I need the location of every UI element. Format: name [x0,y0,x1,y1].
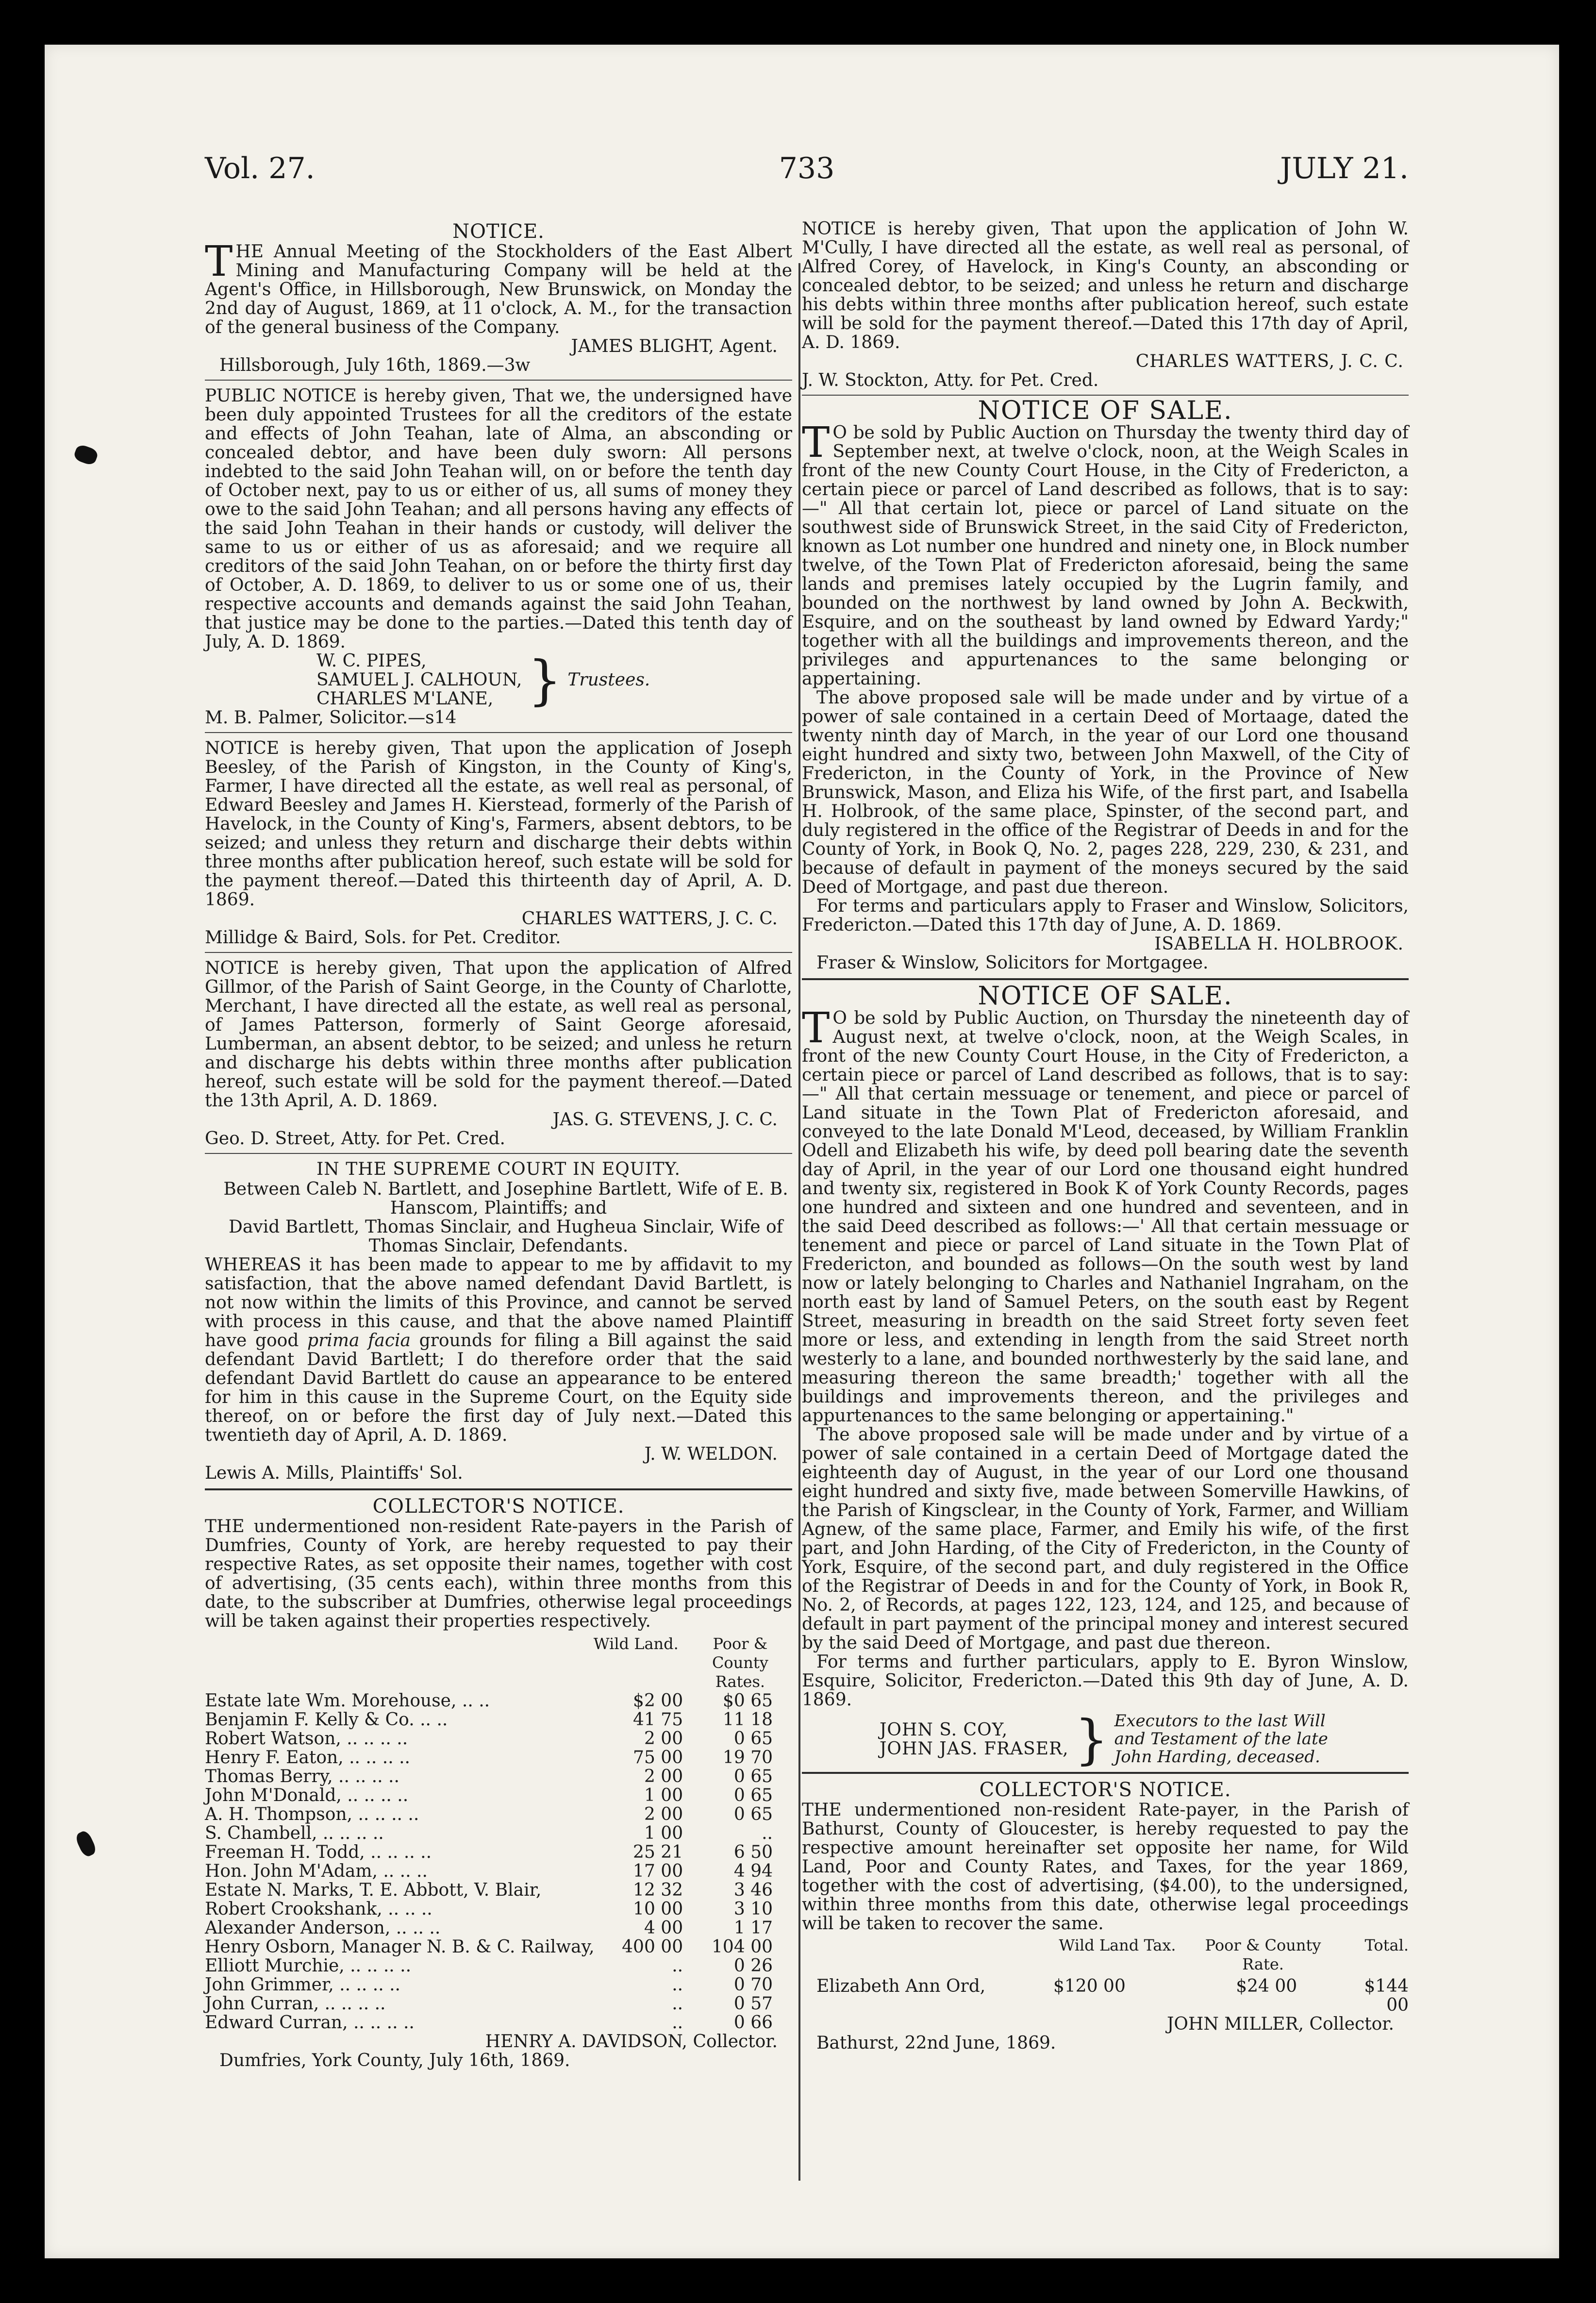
parties-plaintiffs: Between Caleb N. Bartlett, and Josephine Bartlett, Wife of E. B. Hanscom, Plaintiffs; and [223,1179,788,1218]
table-row: Hon. John M'Adam, .. .. .. 17 00 4 94 [205,1861,773,1881]
attorney-line: Geo. D. Street, Atty. for Pet. Cred. [205,1129,505,1149]
right-column [802,219,1409,2056]
trustee-name: CHARLES M'LANE, [316,689,494,709]
solicitor-line: Millidge & Baird, Sols. for Pet. Creditor. [205,928,561,948]
notice-beesley [205,739,792,947]
rates-table [205,1691,792,2032]
rate-header [802,1936,1409,1974]
page-number: 733 [779,151,835,185]
divider [205,1488,792,1490]
collectors-notice-bathurst [802,1781,1409,2053]
notice-paragraph: The above proposed sale will be made under and by virtue of a power of sale contained in a certain Deed of Mortaage, dated the twenty ninth day of March, in the year of our Lord one thousand eight hundred and sixty two, between John Maxwell, of the City of Fredericton, in the County of York, in the Province of New Brunswick, Mason, and Eliza his Wife, of the first part, and Isabella H. Holbrook, of the same place, Spinster, of the second part, and duly registered in the office of the Registrar of Deeds in and for the County of York, in Book Q, No. 2, pages 228, 229, 230, & 231, and because of default in payment of the moneys secured by the said Deed of Mortgage, and past due thereon. [802,688,1409,897]
notice-paragraph: The above proposed sale will be made under and by virtue of a power of sale contained in a certain Deed of Mortgage dated the eighteenth day of August, in the year of our Lord one thousand eight hundred and sixty five, made between Somerville Hawkins, of the Parish of Kingsclear, in the County of York, Farmer, and William Agnew, of the same place, Farmer, and Emily his wife, of the first part, and John Harding, of the City of Fredericton, in the County of York, Esquire, of the second part, and duly registered in the Office of the Registrar of Deeds in and for the County of York, in Book R, No. 2, of Records, at pages 122, 123, 124, and 125, and because of default in part payment of the principal money and interest secured by the said Deed of Mortgage, and past due thereon. [802,1425,1409,1653]
notice-body: NOTICE is hereby given, That upon the application of Joseph Beesley, of the Parish of Kingston, in the County of King's, Farmer, I have directed all the estate, as well real as personal, of Edward Beesley and James H. Kierstead, formerly of the Parish of Havelock, in the County of King's, Farmers, absent debtors, to be seized; and unless they return and discharge their debts within three months after publication hereof, such estate will be sold for the payment thereof.—Dated this thirteenth day of April, A. D. 1869. [205,738,792,910]
solicitor-line: Fraser & Winslow, Solicitors for Mortgagee. [816,953,1209,973]
table-row: Robert Crookshank, .. .. .. 10 00 3 10 [205,1899,773,1919]
brace-glyph: } [528,649,562,711]
notice-annual-meeting [205,222,792,375]
divider [802,1772,1409,1774]
notice-of-sale-harding [802,982,1409,1770]
col-poor-county: Poor & County Rates. [712,1635,768,1691]
notice-paragraph: For terms and further particulars, apply to E. Byron Winslow, Esquire, Solicitor, Fredericton.—Dated this 9th day of June, A. D. 1869. [802,1652,1409,1710]
notice-body: THE Annual Meeting of the Stockholders of the East Albert Mining and Manufacturing Company will be held at the Agent's Office, in Hillsborough, New Brunswick, on Monday the 2nd day of August, 1869, at 11 o'clock, A. M., for the transaction of the general business of the Company. [205,237,792,337]
attorney-line: J. W. Stockton, Atty. for Pet. Cred. [802,370,1099,390]
trustees-role: Trustees. [567,670,650,690]
brace-glyph: } [1074,1708,1109,1770]
notice-date: Hillsborough, July 16th, 1869.—3w [219,355,531,375]
notice-date: Bathurst, 22nd June, 1869. [816,2033,1056,2053]
notice-body: NOTICE is hereby given, That upon the application of Alfred Gillmor, of the Parish of Saint George, in the County of Charlotte, Merchant, I have directed all the estate, as well real as personal, of James Patterson, formerly of Saint George aforesaid, Lumberman, an absent debtor, to be seized; and unless he return and discharge his debts within three months after publication hereof, such estate will be sold for the payment thereof.—Dated the 13th April, A. D. 1869. [205,958,792,1111]
table-row: John M'Donald, .. .. .. .. 1 00 0 65 [205,1786,773,1805]
table-row: Robert Watson, .. .. .. .. 2 00 0 65 [205,1729,773,1749]
trustee-name: SAMUEL J. CALHOUN, [316,670,522,690]
col-wild-land-tax: Wild Land Tax. [1059,1936,1176,1954]
notice-of-sale-holbrook [802,396,1409,973]
notice-body: WHEREAS it has been made to appear to me by affidavit to my satisfaction, that the above named defendant David Bartlett, is not now within the limits of this Province, and cannot be served with process in this cause, and that the above named Plaintiff have good prima facia grounds for filing a Bill against the said defendant David Bartlett; I do therefore order that the said defendant David Bartlett do cause an appearance to be entered for him in this cause in the Supreme Court, on the Equity side thereof, on or before the first day of July next.—Dated this twentieth day of April, A. D. 1869. [205,1255,793,1445]
table-row: John Curran, .. .. .. .. .. 0 57 [205,1994,773,2014]
divider [205,380,792,381]
solicitor-line: Lewis A. Mills, Plaintiffs' Sol. [205,1463,463,1483]
table-row: Elliott Murchie, .. .. .. .. .. 0 26 [205,1956,773,1976]
executor-role: Executors to the last Will [1114,1711,1326,1731]
divider [802,978,1409,980]
col-total: Total. [1364,1936,1409,1954]
col-poor-county-rate: Poor & County Rate. [1205,1936,1321,1973]
drop-cap: T [802,1004,830,1052]
rates-header [205,1635,792,1691]
volume-label: Vol. 27. [205,151,315,185]
newspaper-page [45,45,1559,2258]
table-row: Thomas Berry, .. .. .. .. 2 00 0 65 [205,1767,773,1786]
notice-signer: CHARLES WATTERS, J. C. C. [1135,351,1404,371]
notice-gillmor [205,959,792,1148]
notice-signer: JAMES BLIGHT, Agent. [571,336,778,356]
notice-title: COLLECTOR'S NOTICE. [979,1779,1231,1801]
notice-paragraph: For terms and particulars apply to Fraser and Winslow, Solicitors, Fredericton.—Dated this 17th day of June, A. D. 1869. [802,896,1409,935]
notice-signer: ISABELLA H. HOLBROOK. [1154,934,1404,954]
executor-name: JOHN JAS. FRASER, [880,1738,1069,1759]
wild-land-tax: $120 00 [1053,1976,1126,1996]
notice-body: THE undermentioned non-resident Rate-payer, in the Parish of Bathurst, County of Gloucester, is hereby requested to pay the respective amount hereinafter set opposite her name, for Wild Land, Poor and County Rates, and Taxes, for the year 1869, together with the cost of advertising, ($4.00), to the undersigned, within three months from this date, otherwise legal proceedings will be taken to recover the same. [802,1800,1409,1934]
notice-title: NOTICE OF SALE. [978,982,1233,1011]
notice-mcully [802,219,1409,390]
issue-date: JULY 21. [1280,151,1409,185]
notice-supreme-court [205,1160,792,1483]
table-row: Henry F. Eaton, .. .. .. .. 75 00 19 70 [205,1748,773,1768]
table-row: Benjamin F. Kelly & Co. .. .. 41 75 11 18 [205,1710,773,1730]
notice-title: COLLECTOR'S NOTICE. [372,1495,625,1518]
table-row: S. Chambell, .. .. .. .. 1 00 .. [205,1823,773,1843]
parties-defendants: David Bartlett, Thomas Sinclair, and Hugheua Sinclair, Wife of Thomas Sinclair, Defendants. [229,1217,783,1256]
executors-signature [880,1708,1409,1770]
table-row: A. H. Thompson, .. .. .. .. 2 00 0 65 [205,1804,773,1824]
drop-cap: T [205,237,233,286]
notice-body: PUBLIC NOTICE is hereby given, That we, the undersigned have been duly appointed Trustees for all the creditors of the estate and effects of John Teahan, late of Alma, an absconding or concealed debtor, and have been duly sworn: All persons indebted to the said John Teahan will, on or before the tenth day of October next, pay to us or either of us, all sums of money they owe to the said John Teahan; and all persons having any effects of the said John Teahan in their hands or custody, will deliver the same to us or either of us as aforesaid; and we require all creditors of the said John Teahan, on or before the thirty first day of October, A. D. 1869, to deliver to us or some one of us, their respective accounts and demands against the said John Teahan, that justice may be done to the parties.—Dated this tenth day of July, A. D. 1869. [205,386,792,652]
divider [205,952,792,953]
divider [205,732,792,733]
table-row: Estate N. Marks, T. E. Abbott, V. Blair, 12 32 3 46 [205,1880,773,1900]
notice-signer: HENRY A. DAVIDSON, Collector. [485,2032,778,2052]
table-row: Alexander Anderson, .. .. .. 4 00 1 17 [205,1918,773,1938]
column-divider [798,263,800,2181]
notice-title: IN THE SUPREME COURT IN EQUITY. [316,1159,681,1179]
total-amount: $144 00 [1364,1976,1409,2015]
notice-body: T O be sold by Public Auction, on Thursday the nineteenth day of August next, at twelve o'clock, noon, at the Weigh Scales, in front of the new County Court House, in the City of Fredericton, a certain piece or parcel of Land described as follows, that is to say:—" All that certain messuage or tenement, and piece or parcel of Land situate in the Town Plat of Fredericton aforesaid, and conveyed to the late Donald M'Leod, deceased, by William Franklin Odell and Elizabeth his wife, by deed poll bearing date the seventh day of April, in the year of our Lord one thousand eight hundred and twenty six, registered in Book K of York County Records, pages one hundred and sixteen and one hundred and seventeen, and in the said Deed described as follows:—' All that certain messuage or tenement and piece or parcel of Land situate in the Town Plat of Fredericton, and bounded as follows—On the south west by land now or lately belonging to Charles and Nathaniel Ingraham, on the north east by land of Samuel Peters, on the south east by Regent Street, measuring in breadth on the said Street forty seven feet more or less, and extending in length from the said Street north westerly to a lane, and bounded northwesterly by the said lane, and measuring thereon the same breadth;' together with all the buildings and improvements thereon, and the privileges and appurtenances to the same belonging or appertaining." [802,1004,1409,1426]
table-row: Edward Curran, .. .. .. .. .. 0 66 [205,2013,773,2033]
executor-name: JOHN S. COY, [880,1719,1008,1740]
notice-signer: JAS. G. STEVENS, J. C. C. [552,1110,778,1130]
notice-date: Dumfries, York County, July 16th, 1869. [219,2051,570,2070]
executor-role: and Testament of the late [1114,1729,1328,1749]
notice-title: NOTICE. [452,220,545,243]
ink-blot [74,1829,98,1858]
trustee-name: W. C. PIPES, [316,651,427,671]
drop-cap: T [802,418,830,467]
left-column [205,219,792,2074]
notice-signer: J. W. WELDON. [644,1444,778,1464]
ink-blot [73,443,100,467]
notice-body: T O be sold by Public Auction on Thursday the twenty third day of September next, at twelve o'clock, noon, at the Weigh Scales in front of the new County Court House, in the City of Fredericton, a certain piece or parcel of Land described as follows, that is to say:—" All that certain lot, piece or parcel of Land situate on the southwest side of Brunswick Street, in the said City of Fredericton, known as Lot number one hundred and ninety one, in Block number twelve, of the Town Plat of Fredericton aforesaid, being the same lands and premises lately occupied by the Lugrin family, and bounded on the northwest by land owned by John A. Beckwith, Esquire, and on the southeast by land owned by Edward Yardy;" together with all the buildings and improvements thereon, and the privileges and appurtenances to the same belonging or appertaining. [802,418,1409,689]
divider [205,1153,792,1154]
rate-row [802,1977,1409,2015]
notice-body: NOTICE is hereby given, That upon the application of John W. M'Cully, I have directed all the estate, as well real as personal, of Alfred Corey, of Havelock, in King's County, an absconding or concealed debtor, to be seized; and unless he return and discharge his debts within three months after publication hereof, such estate will be sold for the payment thereof.—Dated this 17th day of April, A. D. 1869. [802,219,1409,352]
trustees-signature [316,649,792,711]
notice-signer: CHARLES WATTERS, J. C. C. [521,909,778,929]
table-row: John Grimmer, .. .. .. .. .. 0 70 [205,1975,773,1995]
notice-title: NOTICE OF SALE. [978,396,1233,425]
notice-signer: JOHN MILLER, Collector. [1167,2014,1394,2034]
poor-county-rate: $24 00 [1236,1976,1297,1996]
collectors-notice-dumfries [205,1497,792,2070]
ratepayer-name: Elizabeth Ann Ord, [816,1976,986,1996]
table-row: Henry Osborn, Manager N. B. & C. Railway, 400 00 104 00 [205,1937,773,1957]
divider [802,395,1409,396]
notice-body: THE undermentioned non-resident Rate-payers in the Parish of Dumfries, County of York, are hereby requested to pay their respective Rates, as set opposite their names, together with cost of advertising, (35 cents each), within three months from this date, to the subscriber at Dumfries, otherwise legal proceedings will be taken against their properties respectively. [205,1517,792,1631]
notice-trustees [205,386,792,727]
col-wild-land: Wild Land. [593,1635,679,1653]
table-row: Estate late Wm. Morehouse, .. .. $2 00 $0 65 [205,1691,773,1711]
solicitor-line: M. B. Palmer, Solicitor.—s14 [205,708,457,728]
executor-role: John Harding, deceased. [1114,1747,1320,1767]
page-header [205,151,1409,205]
table-row: Freeman H. Todd, .. .. .. .. 25 21 6 50 [205,1842,773,1862]
